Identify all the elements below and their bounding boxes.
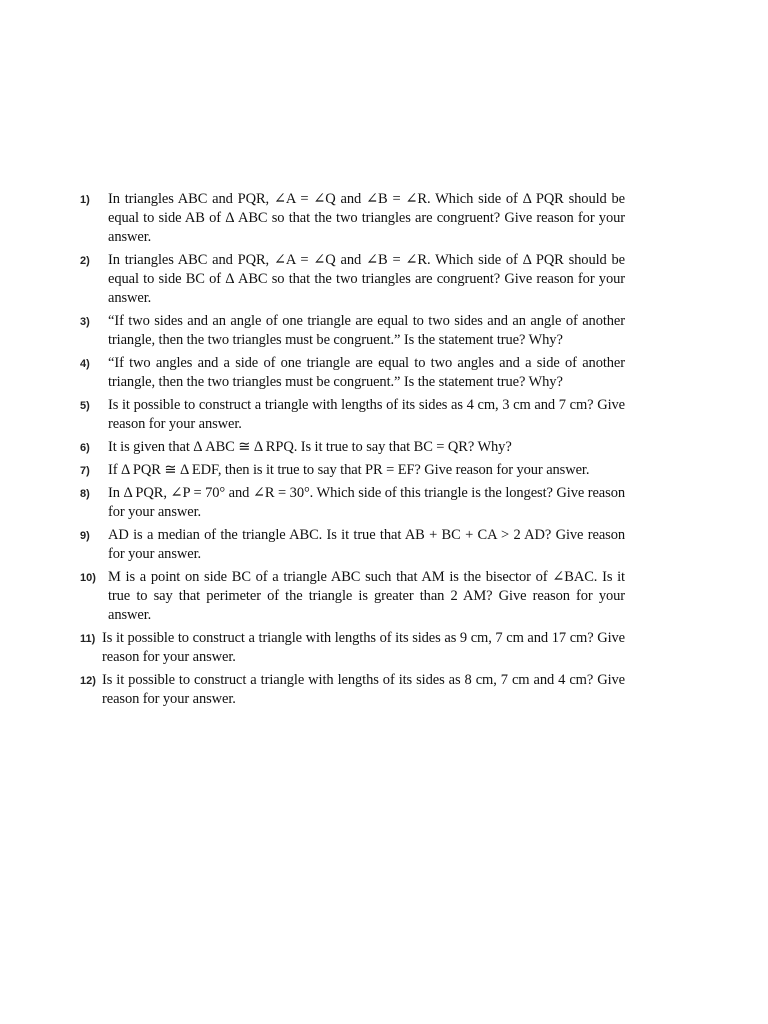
question-number: 5) bbox=[80, 400, 90, 412]
question-number: 12) bbox=[80, 675, 96, 687]
question-item bbox=[80, 568, 625, 625]
question-number: 3) bbox=[80, 316, 90, 328]
question-item bbox=[80, 190, 625, 247]
question-text: In Δ PQR, ∠P = 70° and ∠R = 30°. Which side of this triangle is the longest? Give reason for your answer. bbox=[108, 485, 625, 520]
question-item bbox=[80, 484, 625, 522]
question-item bbox=[80, 526, 625, 564]
question-text: M is a point on side BC of a triangle ABC such that AM is the bisector of ∠BAC. Is it true to say that perimeter of the triangle is greater than 2 AM? Give reason for your answer. bbox=[108, 569, 625, 623]
question-number: 2) bbox=[80, 255, 90, 267]
question-text: It is given that Δ ABC ≅ Δ RPQ. Is it true to say that BC = QR? Why? bbox=[108, 439, 512, 455]
question-list bbox=[80, 190, 625, 713]
question-number: 9) bbox=[80, 530, 90, 542]
question-item bbox=[80, 251, 625, 308]
question-number: 7) bbox=[80, 465, 90, 477]
question-number: 11) bbox=[80, 633, 96, 645]
question-text: Is it possible to construct a triangle with lengths of its sides as 9 cm, 7 cm and 17 cm? Give reason for your answer. bbox=[102, 630, 625, 665]
question-text: “If two sides and an angle of one triangle are equal to two sides and an angle of another triangle, then the two triangles must be congruent.” Is the statement true? Why? bbox=[108, 313, 625, 348]
question-text: AD is a median of the triangle ABC. Is it true that AB + BC + CA > 2 AD? Give reason for your answer. bbox=[108, 527, 625, 562]
question-item bbox=[80, 354, 625, 392]
question-item bbox=[80, 312, 625, 350]
question-item bbox=[80, 396, 625, 434]
question-number: 1) bbox=[80, 194, 90, 206]
question-number: 8) bbox=[80, 488, 90, 500]
question-text: In triangles ABC and PQR, ∠A = ∠Q and ∠B = ∠R. Which side of Δ PQR should be equal to side BC of Δ ABC so that the two triangles are congruent? Give reason for your answer. bbox=[108, 252, 625, 306]
question-text: Is it possible to construct a triangle with lengths of its sides as 4 cm, 3 cm and 7 cm? Give reason for your answer. bbox=[108, 397, 625, 432]
question-text: “If two angles and a side of one triangle are equal to two angles and a side of another triangle, then the two triangles must be congruent.” Is the statement true? Why? bbox=[108, 355, 625, 390]
question-item bbox=[80, 671, 625, 709]
question-text: In triangles ABC and PQR, ∠A = ∠Q and ∠B = ∠R. Which side of Δ PQR should be equal to side AB of Δ ABC so that the two triangles are congruent? Give reason for your answer. bbox=[108, 191, 625, 245]
question-item bbox=[80, 629, 625, 667]
question-item bbox=[80, 438, 625, 457]
question-text: Is it possible to construct a triangle with lengths of its sides as 8 cm, 7 cm and 4 cm? Give reason for your answer. bbox=[102, 672, 625, 707]
question-number: 10) bbox=[80, 572, 96, 584]
question-number: 4) bbox=[80, 358, 90, 370]
question-text: If Δ PQR ≅ Δ EDF, then is it true to say that PR = EF? Give reason for your answer. bbox=[108, 462, 590, 478]
question-number: 6) bbox=[80, 442, 90, 454]
question-item bbox=[80, 461, 625, 480]
